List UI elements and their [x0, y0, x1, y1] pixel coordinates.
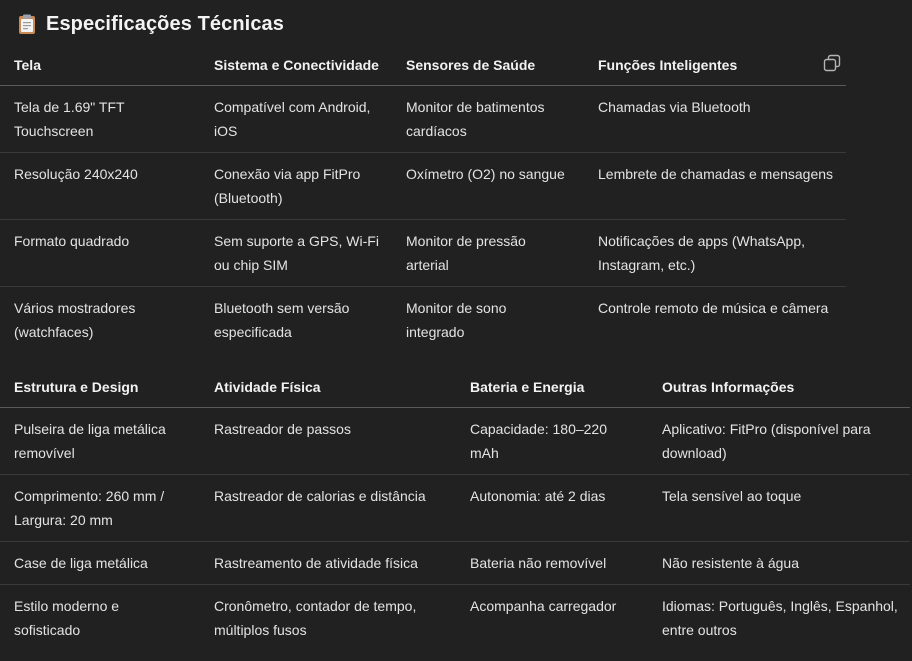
- table-cell: Autonomia: até 2 dias: [456, 475, 648, 542]
- table-cell: Tela sensível ao toque: [648, 475, 910, 542]
- specs-table-1: [0, 45, 846, 353]
- table-cell: Aplicativo: FitPro (disponível para download): [648, 408, 910, 475]
- table-header-row: [0, 45, 846, 86]
- table-cell: Case de liga metálica: [0, 542, 200, 585]
- table-cell: Rastreador de calorias e distância: [200, 475, 456, 542]
- table-cell: Idiomas: Português, Inglês, Espanhol, entre outros: [662, 598, 898, 638]
- table-cell: Conexão via app FitPro (Bluetooth): [200, 153, 392, 220]
- column-header: Bateria e Energia: [456, 367, 648, 408]
- table-cell: Controle remoto de música e câmera: [598, 300, 829, 316]
- table-cell: Notificações de apps (WhatsApp, Instagram, etc.): [584, 220, 846, 287]
- table-cell: Monitor de sono integrado: [406, 300, 507, 340]
- table-row: [0, 408, 910, 475]
- table-cell: Bateria não removível: [456, 542, 648, 585]
- table-cell: Não resistente à água: [648, 542, 910, 585]
- table-cell: Estilo moderno e sofisticado: [14, 598, 120, 638]
- table-cell: Comprimento: 260 mm / Largura: 20 mm: [0, 475, 200, 542]
- clipboard-icon: [16, 13, 38, 35]
- column-header: Sensores de Saúde: [392, 45, 584, 86]
- table-cell: Bluetooth sem versão especificada: [214, 300, 350, 340]
- table-cell: Acompanha carregador: [470, 598, 617, 614]
- table-cell: Vários mostradores (watchfaces): [14, 300, 136, 340]
- column-header: Estrutura e Design: [0, 367, 200, 408]
- table-cell: Rastreador de passos: [200, 408, 456, 475]
- table-cell: Lembrete de chamadas e mensagens: [584, 153, 846, 220]
- column-header: Sistema e Conectividade: [200, 45, 392, 86]
- table-cell: Rastreamento de atividade física: [200, 542, 456, 585]
- table-cell: Resolução 240x240: [0, 153, 200, 220]
- table-cell: Compatível com Android, iOS: [200, 86, 392, 153]
- table-cell: Pulseira de liga metálica removível: [0, 408, 200, 475]
- table-cell: Sem suporte a GPS, Wi-Fi ou chip SIM: [200, 220, 392, 287]
- table-cell: Chamadas via Bluetooth: [584, 86, 846, 153]
- table-cell: Oxímetro (O2) no sangue: [392, 153, 584, 220]
- table-header-row: [0, 367, 910, 408]
- column-header: Outras Informações: [648, 367, 910, 408]
- table-row: [0, 287, 846, 354]
- column-header: Atividade Física: [200, 367, 456, 408]
- table-cell: Monitor de pressão arterial: [392, 220, 584, 287]
- table-row: [0, 542, 910, 585]
- section-heading: [16, 9, 284, 39]
- column-header: Funções Inteligentes: [584, 45, 846, 86]
- table-cell: Tela de 1.69" TFT Touchscreen: [0, 86, 200, 153]
- table-row: [0, 475, 910, 542]
- specs-table-2: [0, 367, 910, 651]
- table-row: [0, 86, 846, 153]
- section-title: Especificações Técnicas: [46, 12, 284, 35]
- table-row: [0, 153, 846, 220]
- table-cell: Capacidade: 180–220 mAh: [456, 408, 648, 475]
- table-cell: Cronômetro, contador de tempo, múltiplos fusos: [214, 598, 417, 638]
- column-header: Tela: [0, 45, 200, 86]
- table-cell: Monitor de batimentos cardíacos: [392, 86, 584, 153]
- table-row: [0, 220, 846, 287]
- table-cell: Formato quadrado: [0, 220, 200, 287]
- table-row: [0, 585, 910, 652]
